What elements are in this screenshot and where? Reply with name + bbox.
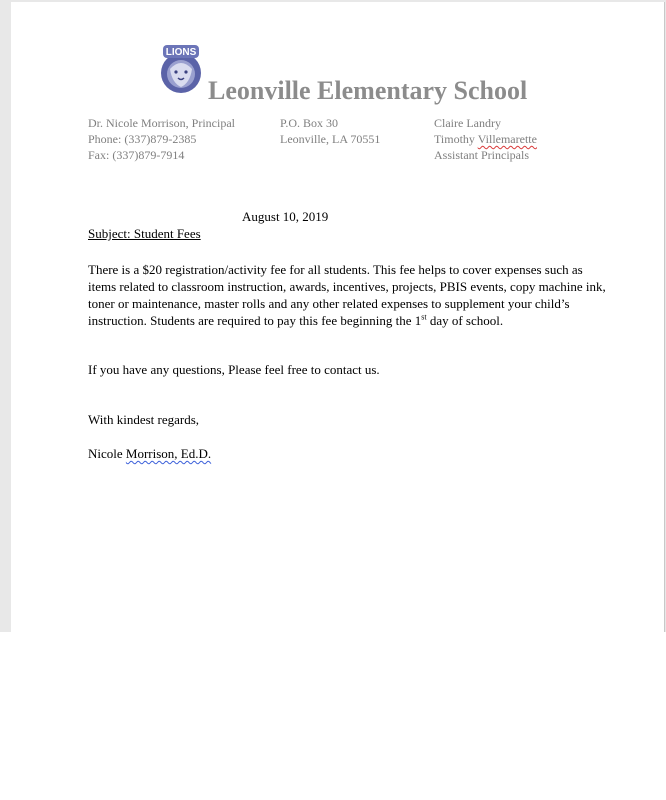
questions-line: If you have any questions, Please feel free to contact us. [88,362,380,377]
closing-line: With kindest regards, [88,412,200,427]
signature-line [88,446,211,462]
lions-mascot-logo-icon [156,43,206,95]
principal-fax: Fax: (337)879-7914 [88,148,185,162]
logo-text: LIONS [165,47,197,58]
school-address-block [280,115,380,147]
address-line-2: Leonville, LA 70551 [280,132,381,146]
school-name: Leonville Elementary School [208,76,528,105]
body-text-end: day of school. [426,313,504,328]
letter-date: August 10, 2019 [242,209,329,224]
assistant-name-2-last: Villemarette [477,132,537,146]
signature-first-name: Nicole [88,446,126,461]
assistant-principals-block [434,115,537,163]
body-text: There is a $20 registration/activity fee for all students. This fee helps to cover expenses such as items related to classroom instruction, awards, incentives, projects, PBIS events, copy machine ink, toner or maintenance, master rolls and any other related expenses to supplement your child’s instruction. Students are required to pay this fee beginning the 1 [88,262,606,328]
letter-subject: Subject: Student Fees [88,226,201,241]
address-line-1: P.O. Box 30 [280,116,339,130]
assistant-name-2-first: Timothy [434,132,478,146]
assistant-title: Assistant Principals [434,148,529,162]
body-superscript: st [421,312,427,322]
assistant-name-2 [434,131,537,147]
letter-body-paragraph [88,261,608,329]
principal-contact-block [88,115,235,163]
signature-last-name: Morrison, Ed.D. [125,446,212,461]
principal-name: Dr. Nicole Morrison, Principal [88,116,235,130]
assistant-name-1: Claire Landry [434,116,501,130]
principal-phone: Phone: (337)879-2385 [88,132,197,146]
